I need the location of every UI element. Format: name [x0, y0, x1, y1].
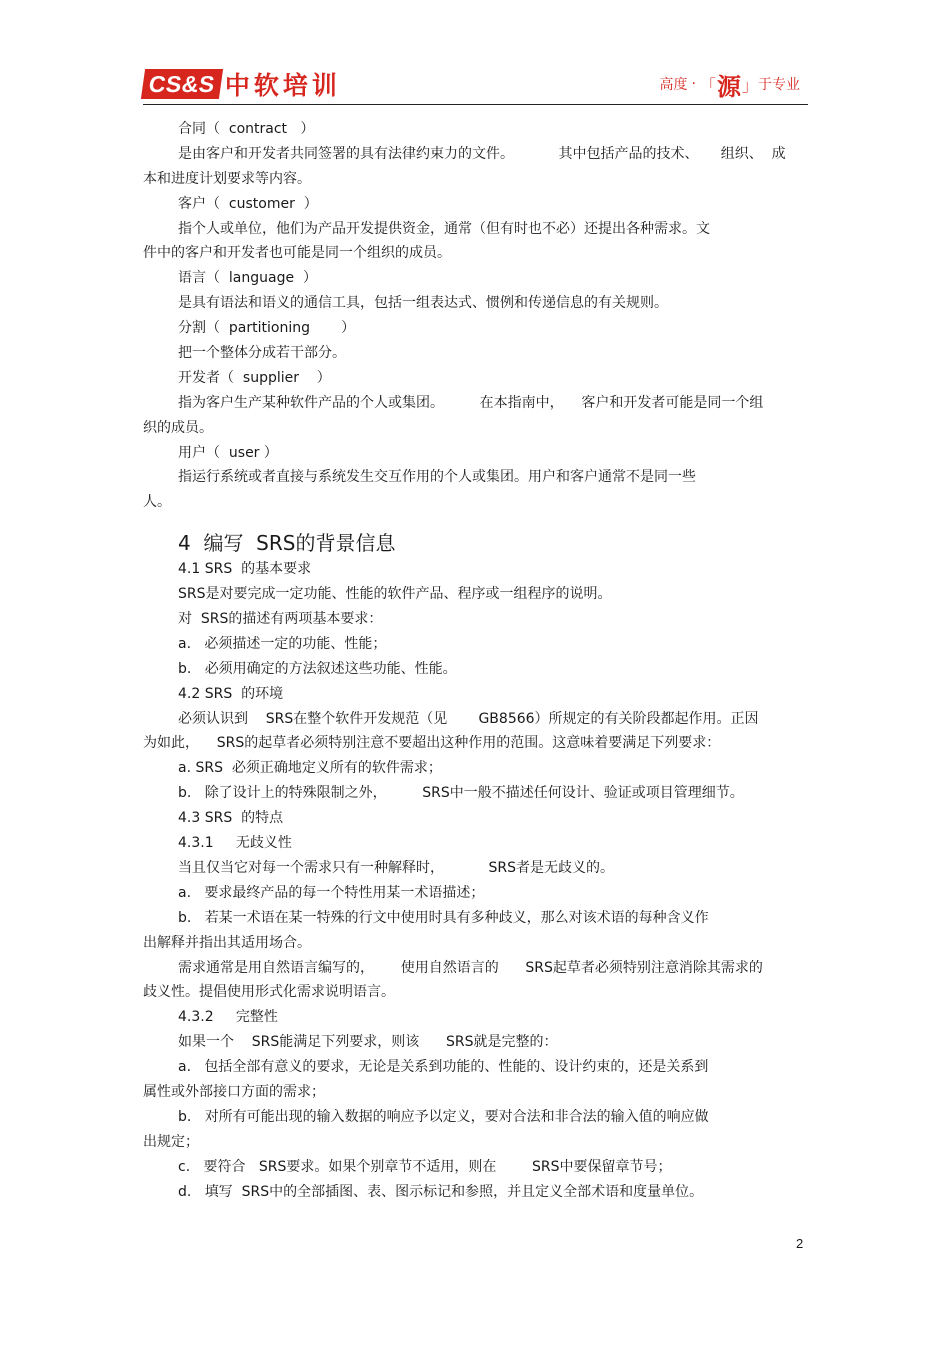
text-line: 指个人或单位，他们为产品开发提供资金，通常（但有时也不必）还提出各种需求。文 [178, 220, 710, 237]
text-line: 4.3.1 无歧义性 [178, 835, 292, 852]
text-line: b. 对所有可能出现的输入数据的响应予以定义，要对合法和非合法的输入值的响应做 [178, 1108, 709, 1125]
text-line: 4.1 SRS 的基本要求 [178, 561, 312, 578]
text-line: 如果一个 SRS能满足下列要求，则该 SRS就是完整的： [178, 1034, 558, 1051]
text-line: 语言（ language ） [178, 270, 317, 287]
text-line: a. SRS 必须正确地定义所有的软件需求； [178, 760, 442, 777]
text-line: 是由客户和开发者共同签署的具有法律约束力的文件。 其中包括产品的技术、 组织、 成 [178, 145, 786, 162]
text-line: b. 除了设计上的特殊限制之外， SRS中一般不描述任何设计、验证或项目管理细节。 [178, 785, 744, 802]
text-line: 为如此， SRS的起草者必须特别注意不要超出这种作用的范围。这意味着要满足下列要求： [143, 735, 721, 752]
text-line: 4.3 SRS 的特点 [178, 810, 284, 827]
text-line: 开发者（ supplier ） [178, 369, 331, 386]
text-line: b. 必须用确定的方法叙述这些功能、性能。 [178, 660, 457, 677]
logo-text: 中软培训 [224, 71, 341, 100]
text-line: 歧义性。提倡使用形式化需求说明语言。 [143, 984, 395, 1001]
text-line: SRS是对要完成一定功能、性能的软件产品、程序或一组程序的说明。 [178, 586, 612, 603]
text-line: 合同（ contract ） [178, 121, 315, 137]
text-line: 必须认识到 SRS在整个软件开发规范（见 GB8566）所规定的有关阶段都起作用。正因 [178, 710, 759, 727]
text-line: 需求通常是用自然语言编写的， 使用自然语言的 SRS起草者必须特别注意消除其需求的 [178, 959, 763, 976]
logo-mark: CS&S [141, 69, 223, 99]
text-line: 分割（ partitioning ） [178, 320, 356, 337]
text-line: 4.3.2 完整性 [178, 1009, 278, 1026]
text-line: 本和进度计划要求等内容。 [143, 170, 311, 187]
text-line: 客户（ customer ） [178, 195, 318, 212]
text-line: 把一个整体分成若干部分。 [178, 345, 346, 362]
text-line: 对 SRS的描述有两项基本要求： [178, 611, 383, 628]
slogan-dot: · [691, 76, 696, 92]
slogan-close-bracket: 」 [741, 75, 758, 95]
slogan-open-bracket: 「 [699, 75, 716, 95]
text-line: 是具有语法和语义的通信工具，包括一组表达式、惯例和传递信息的有关规则。 [178, 295, 668, 312]
section-heading: 4 编写 SRS的背景信息 [178, 531, 396, 556]
header-slogan [660, 68, 800, 100]
text-line: 4.2 SRS 的环境 [178, 685, 284, 702]
text-line: a. 包括全部有意义的要求，无论是关系到功能的、性能的、设计约束的，还是关系到 [178, 1059, 709, 1076]
text-line: 指运行系统或者直接与系统发生交互作用的个人或集团。用户和客户通常不是同一些 [178, 469, 696, 486]
text-line: b. 若某一术语在某一特殊的行文中使用时具有多种歧义，那么对该术语的每种含义作 [178, 909, 709, 926]
text-line: 用户（ user ） [178, 444, 278, 461]
text-line: c. 要符合 SRS要求。如果个别章节不适用，则在 SRS中要保留章节号； [178, 1158, 672, 1175]
text-line: 指为客户生产某种软件产品的个人或集团。 在本指南中， 客户和开发者可能是同一个组 [178, 394, 764, 411]
text-line: 出解释并指出其适用场合。 [143, 934, 311, 951]
text-line: a. 要求最终产品的每一个特性用某一术语描述； [178, 884, 485, 901]
slogan-part-b: 于专业 [758, 77, 800, 93]
company-logo [143, 68, 341, 100]
text-line: 人。 [143, 494, 171, 511]
slogan-part-a: 高度 [659, 77, 688, 93]
text-line: a. 必须描述一定的功能、性能； [178, 635, 387, 652]
page-number: 2 [796, 1236, 804, 1251]
document-body [143, 117, 808, 1204]
text-line: d. 填写 SRS中的全部插图、表、图示标记和参照，并且定义全部术语和度量单位。 [178, 1183, 704, 1200]
page-header [143, 64, 808, 105]
text-line: 当且仅当它对每一个需求只有一种解释时， SRS者是无歧义的。 [178, 859, 615, 876]
text-line: 出规定； [143, 1133, 199, 1150]
slogan-emphasis: 源 [716, 71, 741, 101]
text-line: 属性或外部接口方面的需求； [143, 1083, 325, 1100]
text-line: 织的成员。 [143, 419, 213, 436]
text-line: 件中的客户和开发者也可能是同一个组织的成员。 [143, 245, 451, 262]
